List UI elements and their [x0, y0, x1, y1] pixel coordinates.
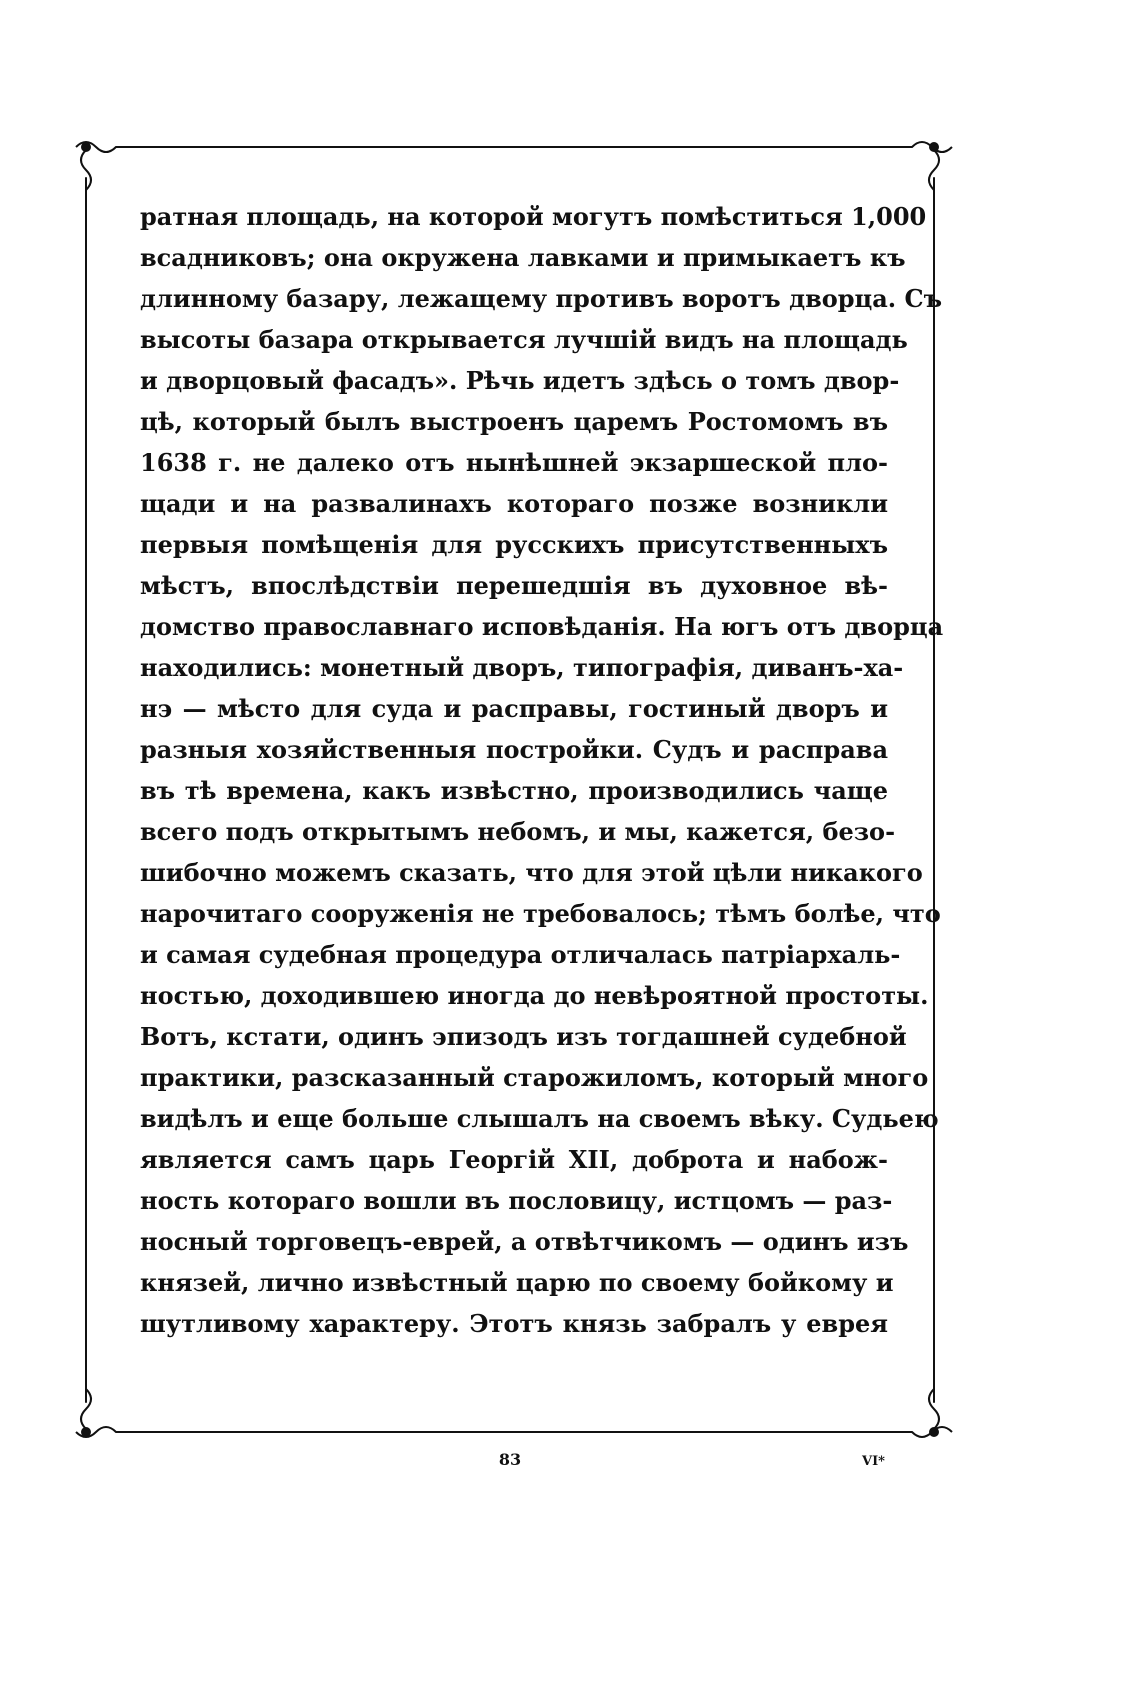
signature-mark: VI*: [862, 1454, 885, 1469]
text-line: Вотъ, кстати, одинъ эпизодъ изъ тогдашней судебной: [140, 1022, 907, 1051]
body-text: [140, 196, 944, 1344]
text-line: находились: монетный дворъ, типографія, диванъ-ха-: [140, 653, 904, 682]
text-line: и самая судебная процедура отличалась патріархаль-: [140, 940, 901, 969]
text-line: шутливому характеру. Этотъ князь забралъ у еврея: [140, 1309, 888, 1338]
text-line: носный торговецъ-еврей, а отвѣтчикомъ — одинъ изъ: [140, 1227, 909, 1256]
text-line: видѣлъ и еще больше слышалъ на своемъ вѣку. Судьею: [140, 1104, 939, 1133]
text-line: мѣстъ, впослѣдствіи перешедшія въ духовное вѣ-: [140, 571, 888, 600]
text-line: практики, разсказанный старожиломъ, который много: [140, 1063, 929, 1092]
text-line: ность котораго вошли въ пословицу, истцомъ — раз-: [140, 1186, 893, 1215]
text-line: въ тѣ времена, какъ извѣстно, производились чаще: [140, 776, 888, 805]
text-line: домство православнаго исповѣданія. На югъ отъ дворца: [140, 612, 944, 641]
text-line: разныя хозяйственныя постройки. Судъ и расправа: [140, 735, 888, 764]
corner-ornament-top-left: [76, 142, 116, 190]
text-line: цѣ, который былъ выстроенъ царемъ Ростомомъ въ: [140, 407, 888, 436]
corner-ornament-top-right: [912, 142, 952, 190]
corner-ornament-bottom-left: [76, 1389, 116, 1437]
text-line: нэ — мѣсто для суда и расправы, гостиный дворъ и: [140, 694, 888, 723]
text-line: щади и на развалинахъ котораго позже возникли: [140, 489, 888, 518]
text-line: ратная площадь, на которой могутъ помѣститься 1,000: [140, 202, 927, 231]
corner-ornament-bottom-right: [912, 1389, 952, 1437]
text-line: 1638 г. не далеко отъ нынѣшней экзаршеской пло-: [140, 448, 888, 477]
text-line: шибочно можемъ сказать, что для этой цѣли никакого: [140, 858, 923, 887]
text-line: высоты базара открывается лучшій видъ на площадь: [140, 325, 908, 354]
text-line: и дворцовый фасадъ». Рѣчь идетъ здѣсь о томъ двор-: [140, 366, 900, 395]
text-line: длинному базару, лежащему противъ воротъ дворца. Съ: [140, 284, 943, 313]
text-line: первыя помѣщенія для русскихъ присутственныхъ: [140, 530, 888, 559]
page-number: 83: [498, 1450, 522, 1469]
text-line: ностью, доходившею иногда до невѣроятной простоты.: [140, 981, 929, 1010]
text-line: является самъ царь Георгій XII, доброта и набож-: [140, 1145, 888, 1174]
text-line: всадниковъ; она окружена лавками и примыкаетъ къ: [140, 243, 906, 272]
text-line: всего подъ открытымъ небомъ, и мы, кажется, безо-: [140, 817, 896, 846]
text-line: князей, лично извѣстный царю по своему бойкому и: [140, 1268, 894, 1297]
text-line: нарочитаго сооруженія не требовалось; тѣмъ болѣе, что: [140, 899, 941, 928]
